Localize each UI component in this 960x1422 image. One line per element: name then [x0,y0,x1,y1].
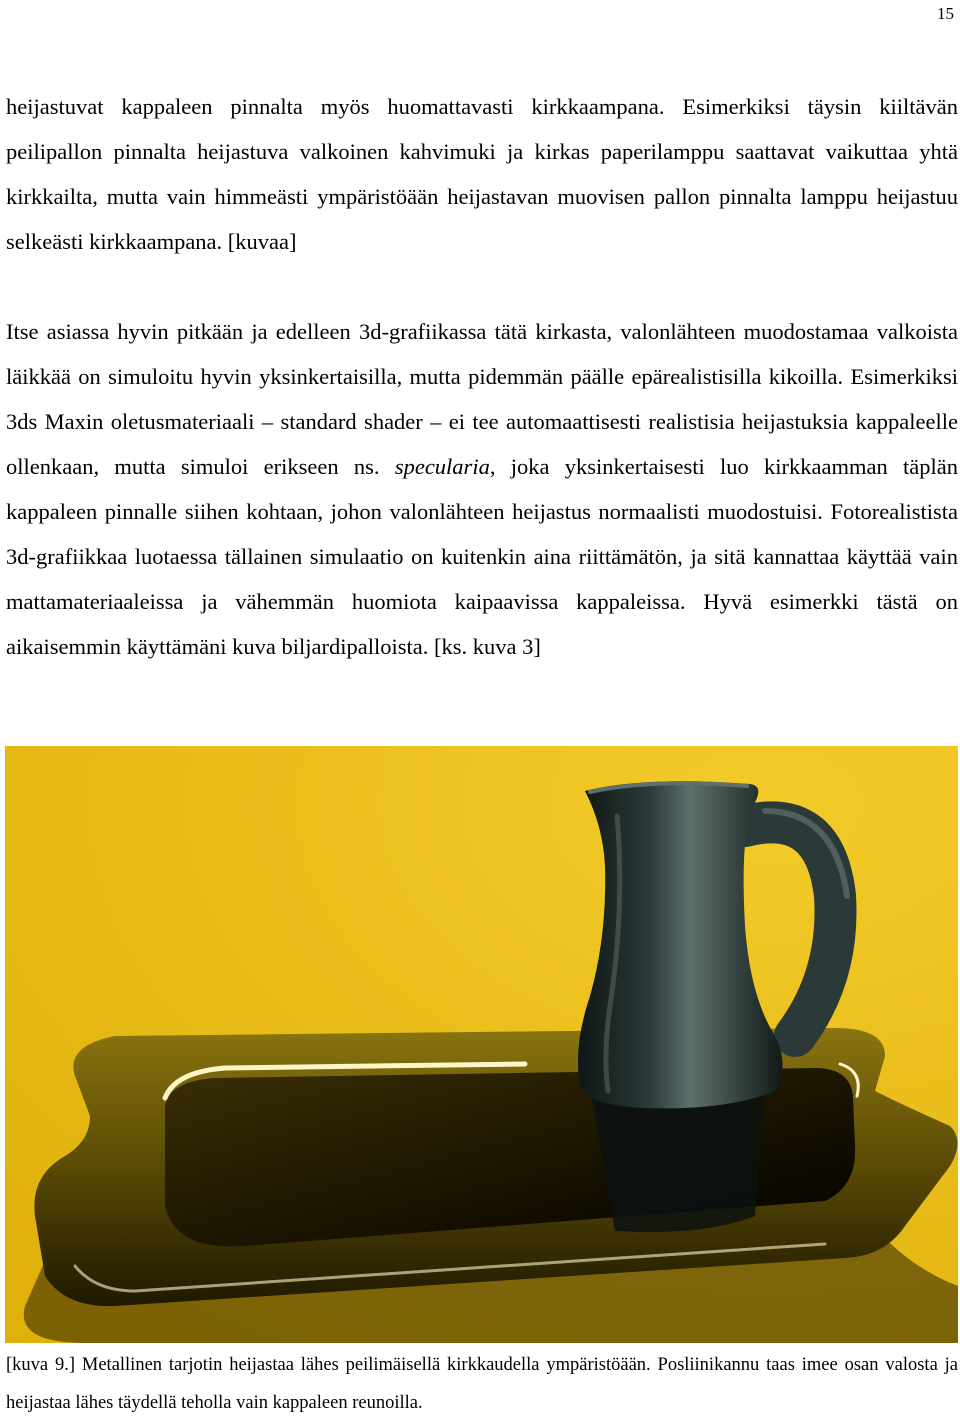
render-illustration [5,746,958,1343]
body-paragraph-2 [6,309,958,669]
paragraph-2-text-before: Itse asiassa hyvin pitkään ja edelleen 3d-grafiikassa tätä kirkasta, valonlähteen muodostamaa valkoista läikkää on simuloitu hyvin yksinkertaisilla, mutta pidemmän päälle epärealistisilla kikoilla. Esimerkiksi 3ds Maxin oletusmateriaali – standard shader – ei tee automaattisesti realistisia heijastuksia kappaleelle ollenkaan, mutta simuloi erikseen ns. [6,319,958,479]
term-specularia: specularia [394,454,490,479]
figure-tray-and-jug [5,746,958,1343]
paragraph-2-text-after: , joka yksinkertaisesti luo kirkkaamman täplän kappaleen pinnalle siihen kohtaan, johon valonlähteen heijastus normaalisti muodostuisi. Fotorealistista 3d-grafiikkaa luotaessa tällainen simulaatio on kuitenkin aina riittämätön, ja sitä kannattaa käyttää vain mattamateriaaleissa ja vähemmän huomiota kaipaavissa kappaleissa. Hyvä esimerkki tästä on aikaisemmin käyttämäni kuva biljardipalloista. [ks. kuva 3] [6,454,958,659]
body-paragraph-1: heijastuvat kappaleen pinnalta myös huomattavasti kirkkaampana. Esimerkiksi täysin kiiltävän peilipallon pinnalta heijastuva valkoinen kahvimuki ja kirkas paperilamppu saattavat vaikuttaa yhtä kirkkailta, mutta vain himmeästi ympäristöään heijastavan muovisen pallon pinnalta lamppu heijastuu selkeästi kirkkaampana. [kuvaa] [6,94,958,254]
figure-caption: [kuva 9.] Metallinen tarjotin heijastaa lähes peilimäisellä kirkkaudella ympäristöään. Posliinikannu taas imee osan valosta ja heijastaa lähes täydellä teholla vain kappaleen reunoilla. [6,1355,958,1413]
page-number: 15 [937,4,954,23]
